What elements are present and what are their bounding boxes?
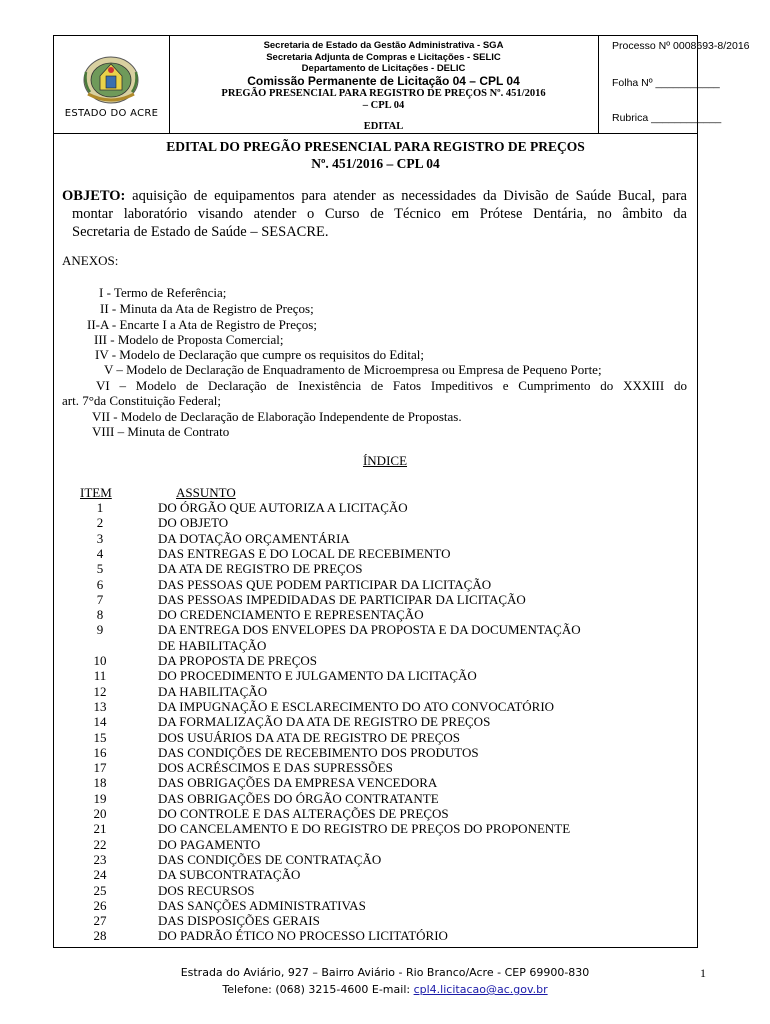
objeto-label: OBJETO:	[62, 188, 126, 204]
state-name: ESTADO DO ACRE	[64, 108, 159, 119]
anexo-item: IV - Modelo de Declaração que cumpre os requisitos do Edital;	[95, 347, 424, 362]
pregao-line-2: – CPL 04	[362, 100, 405, 111]
indice-item-number: 8	[96, 607, 104, 622]
indice-item-subject: DAS CONDIÇÕES DE CONTRATAÇÃO	[158, 852, 382, 867]
indice-item-number: 14	[93, 714, 107, 729]
indice-item-number: 22	[93, 837, 107, 852]
indice-item-number: 26	[93, 898, 107, 913]
indice-item-number: 10	[93, 653, 107, 668]
indice-item-subject: DA HABILITAÇÃO	[158, 684, 268, 699]
comissao-line: Comissão Permanente de Licitação 04 – CPL 04	[247, 74, 520, 88]
indice-item-subject: DA ATA DE REGISTRO DE PREÇOS	[158, 561, 363, 576]
page-number: 1	[700, 966, 706, 980]
footer-email-link[interactable]: cpl4.licitacao@ac.gov.br	[413, 983, 548, 996]
indice-item-number: 28	[93, 928, 107, 943]
indice-item-number: 9	[96, 622, 104, 637]
pregao-line-1: PREGÃO PRESENCIAL PARA REGISTRO DE PREÇOS Nº. 451/2016	[221, 88, 546, 99]
anexo-item: V – Modelo de Declaração de Enquadramento de Microempresa ou Empresa de Pequeno Porte;	[104, 362, 602, 377]
document-title-line-1: EDITAL DO PREGÃO PRESENCIAL PARA REGISTRO DE PREÇOS	[166, 139, 585, 154]
footer-contact	[0, 983, 770, 996]
processo-number: Processo Nº 0008693-8/2016	[612, 40, 750, 52]
indice-item-number: 2	[96, 515, 104, 530]
indice-item-subject: DOS RECURSOS	[158, 883, 255, 898]
indice-item-subject: DAS DISPOSIÇÕES GERAIS	[158, 913, 320, 928]
folha-field: Folha Nº ___________	[612, 77, 720, 89]
indice-item-number: 5	[96, 561, 104, 576]
indice-item-number: 27	[93, 913, 107, 928]
document-title-line-2: Nº. 451/2016 – CPL 04	[311, 156, 440, 171]
indice-item-number: 21	[93, 821, 107, 836]
indice-item-subject: DA PROPOSTA DE PREÇOS	[158, 653, 317, 668]
indice-item-number: 24	[93, 867, 107, 882]
indice-item-subject: DE HABILITAÇÃO	[158, 638, 267, 653]
indice-item-number: 25	[93, 883, 107, 898]
indice-item-number: 18	[93, 775, 107, 790]
anexo-item: VII - Modelo de Declaração de Elaboração Independente de Propostas.	[92, 409, 462, 424]
adjunta-line: Secretaria Adjunta de Compras e Licitações - SELIC	[266, 52, 501, 63]
indice-item-subject: DO CREDENCIAMENTO E REPRESENTAÇÃO	[158, 607, 424, 622]
indice-item-subject: DO OBJETO	[158, 515, 229, 530]
objeto-line-3: Secretaria de Estado de Saúde – SESACRE.	[72, 224, 329, 240]
indice-item-subject: DAS CONDIÇÕES DE RECEBIMENTO DOS PRODUTOS	[158, 745, 479, 760]
indice-item-subject: DA SUBCONTRATAÇÃO	[158, 867, 301, 882]
indice-item-subject: DAS PESSOAS QUE PODEM PARTICIPAR DA LICITAÇÃO	[158, 577, 492, 592]
anexo-item: III - Modelo de Proposta Comercial;	[94, 332, 284, 347]
departamento-line: Departamento de Licitações - DELIC	[301, 63, 466, 74]
rubrica-field: Rubrica ____________	[612, 112, 722, 124]
anexo-item: I - Termo de Referência;	[99, 285, 227, 300]
indice-item-subject: DO CANCELAMENTO E DO REGISTRO DE PREÇOS DO PROPONENTE	[158, 821, 571, 836]
indice-item-subject: DO CONTROLE E DAS ALTERAÇÕES DE PREÇOS	[158, 806, 449, 821]
header-logo-cell	[54, 36, 170, 133]
anexo-item: art. 7°da Constituição Federal;	[62, 393, 221, 408]
anexo-item: VI – Modelo de Declaração de Inexistência de Fatos Impeditivos e Cumprimento do XXXIII do	[96, 378, 687, 393]
indice-item-subject: DAS OBRIGAÇÕES DA EMPRESA VENCEDORA	[158, 775, 438, 790]
indice-item-number: 13	[93, 699, 107, 714]
indice-item-subject: DA IMPUGNAÇÃO E ESCLARECIMENTO DO ATO CONVOCATÓRIO	[158, 699, 555, 714]
anexo-item: II-A - Encarte I a Ata de Registro de Preços;	[87, 317, 317, 332]
indice-item-subject: DAS ENTREGAS E DO LOCAL DE RECEBIMENTO	[158, 546, 451, 561]
indice-item-number: 19	[93, 791, 107, 806]
indice-item-number: 1	[96, 500, 104, 515]
anexo-item: II - Minuta da Ata de Registro de Preços;	[100, 301, 314, 316]
objeto-line-2: montar laboratório visando atender o Curso de Técnico em Prótese Dentária, no âmbito da	[72, 206, 687, 222]
indice-item-subject: DAS OBRIGAÇÕES DO ÓRGÃO CONTRATANTE	[158, 791, 439, 806]
indice-item-subject: DA DOTAÇÃO ORÇAMENTÁRIA	[158, 531, 350, 546]
anexos-heading: ANEXOS:	[62, 253, 119, 268]
indice-item-subject: DO ÓRGÃO QUE AUTORIZA A LICITAÇÃO	[158, 500, 408, 515]
document-header	[53, 35, 750, 134]
objeto-line-1: aquisição de equipamentos para atender as necessidades da Divisão de Saúde Bucal, para	[132, 188, 687, 204]
indice-heading: ÍNDICE	[362, 453, 408, 468]
indice-item-subject: DOS USUÁRIOS DA ATA DE REGISTRO DE PREÇOS	[158, 730, 460, 745]
footer-phone: Telefone: (068) 3215-4600 E-mail:	[222, 983, 411, 996]
indice-item-number: 23	[93, 852, 107, 867]
indice-item-number: 11	[93, 668, 107, 683]
indice-item-number: 4	[96, 546, 104, 561]
indice-item-subject: DA FORMALIZAÇÃO DA ATA DE REGISTRO DE PREÇOS	[158, 714, 491, 729]
header-title-cell	[169, 36, 599, 133]
indice-item-subject: DAS SANÇÕES ADMINISTRATIVAS	[158, 898, 366, 913]
indice-item-number: 17	[93, 760, 107, 775]
indice-col-assunto: ASSUNTO	[176, 485, 236, 500]
indice-item-subject: DO PAGAMENTO	[158, 837, 261, 852]
edital-label: EDITAL	[363, 121, 404, 132]
objeto-paragraph	[62, 187, 687, 241]
acre-coat-of-arms-icon	[82, 54, 140, 106]
header-process-cell	[598, 36, 750, 133]
indice-item-subject: DO PADRÃO ÉTICO NO PROCESSO LICITATÓRIO	[158, 928, 448, 943]
indice-item-subject: DA ENTREGA DOS ENVELOPES DA PROPOSTA E DA DOCUMENTAÇÃO	[158, 622, 581, 637]
indice-item-subject: DOS ACRÉSCIMOS E DAS SUPRESSÕES	[158, 760, 393, 775]
indice-item-number: 3	[96, 531, 104, 546]
anexo-item: VIII – Minuta de Contrato	[92, 424, 230, 439]
indice-item-number: 12	[93, 684, 107, 699]
indice-item-subject: DO PROCEDIMENTO E JULGAMENTO DA LICITAÇÃO	[158, 668, 477, 683]
indice-item-number: 15	[93, 730, 107, 745]
indice-item-number: 16	[93, 745, 107, 760]
secretaria-line: Secretaria de Estado da Gestão Administrativa - SGA	[263, 40, 504, 51]
indice-item-number: 7	[96, 592, 104, 607]
indice-item-subject: DAS PESSOAS IMPEDIDADAS DE PARTICIPAR DA LICITAÇÃO	[158, 592, 526, 607]
indice-item-number: 20	[93, 806, 107, 821]
indice-item-number: 6	[96, 577, 104, 592]
footer-address: Estrada do Aviário, 927 – Bairro Aviário - Rio Branco/Acre - CEP 69900-830	[180, 966, 590, 979]
indice-col-item: ITEM	[80, 485, 112, 500]
